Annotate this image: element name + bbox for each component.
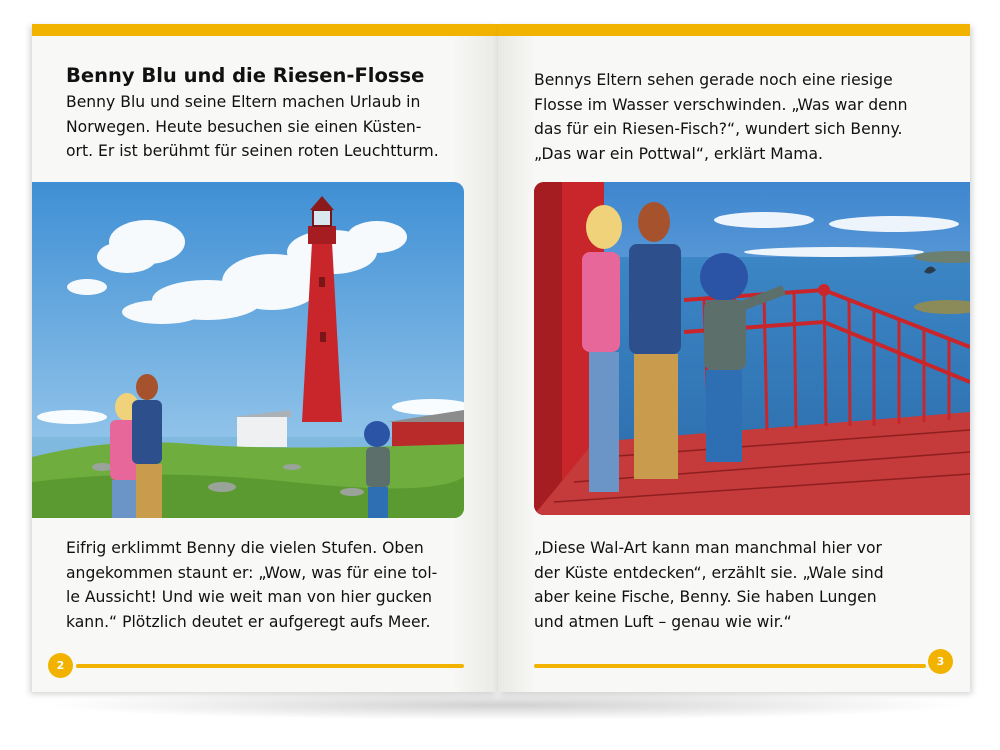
footer-rule [534,664,926,668]
lighthouse-illustration [32,182,464,518]
text-line: Norwegen. Heute besuchen sie einen Küsten- [66,117,422,136]
balcony-illustration [534,182,970,515]
top-accent-bar [32,24,498,36]
intro-paragraph [66,90,439,164]
text-line: Bennys Eltern sehen gerade noch eine riesige [534,71,893,89]
text-line: aber keine Fische, Benny. Sie haben Lungen [534,588,877,606]
page-number-badge: 2 [48,653,73,678]
text-line: Eifrig erklimmt Benny die vielen Stufen. Oben [66,539,424,557]
top-accent-bar [498,24,970,36]
text-line: le Aussicht! Und wie weit man von hier gucken [66,588,433,606]
right-page [498,24,970,692]
body-paragraph [534,536,884,634]
left-page [32,24,498,692]
body-paragraph [66,536,437,634]
text-line: ort. Er ist berühmt für seinen roten Leuchtturm. [66,142,439,160]
text-line: „Das war ein Pottwal“, erklärt Mama. [534,144,823,163]
text-line: der Küste entdecken“, erzählt sie. „Wale sind [534,563,884,582]
text-line: und atmen Luft – genau wie wir.“ [534,612,792,631]
text-line: Benny Blu und seine Eltern machen Urlaub in [66,93,421,111]
footer-rule [76,664,464,668]
text-line: Flosse im Wasser verschwinden. „Was war denn [534,95,908,114]
text-line: angekommen staunt er: „Wow, was für eine tol- [66,563,438,582]
text-line: „Diese Wal-Art kann man manchmal hier vor [534,539,882,557]
text-line: kann.“ Plötzlich deutet er aufgeregt aufs Meer. [66,612,431,631]
book-shadow [40,690,970,720]
story-title: Benny Blu und die Riesen-Flosse [66,64,425,87]
intro-paragraph [534,68,908,166]
page-number-badge: 3 [928,649,953,674]
text-line: das für ein Riesen-Fisch?“, wundert sich Benny. [534,120,903,138]
